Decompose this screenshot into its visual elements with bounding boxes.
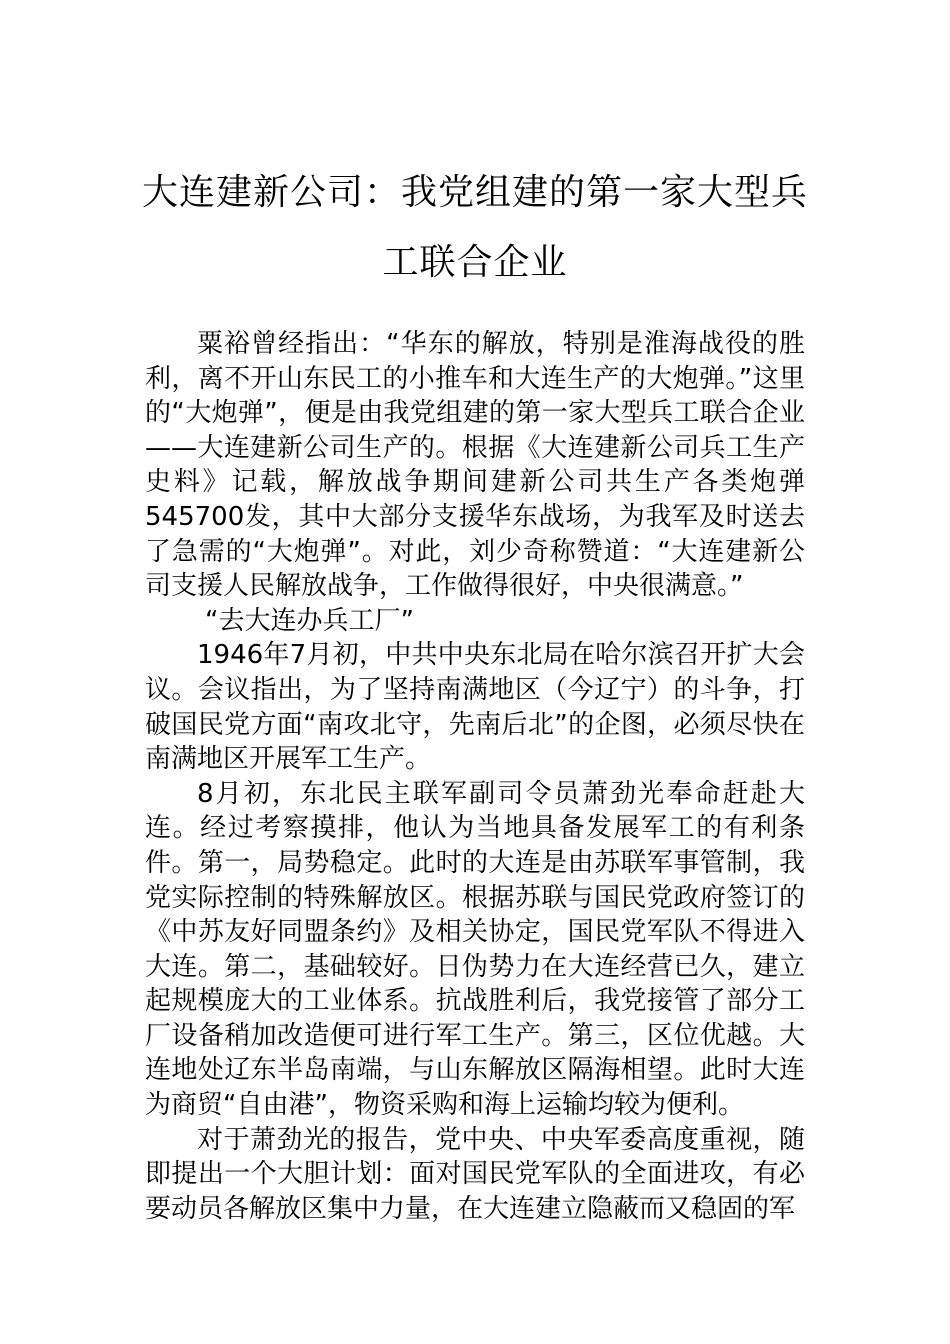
paragraph-conditions: 8月初，东北民主联军副司令员萧劲光奉命赶赴大连。经过考察摸排，他认为当地具备发展军工的有利条件。第一，局势稳定。此时的大连是由苏联军事管制，我党实际控制的特殊解放区。根据苏联与国民党政府签订的《中苏友好同盟条约》及相关协定，国民党军队不得进入大连。第二，基础较好。日伪势力在大连经营已久，建立起规模庞大的工业体系。抗战胜利后，我党接管了部分工厂设备稍加改造便可进行军工生产。第三，区位优越。大连地处辽东半岛南端，与山东解放区隔海相望。此时大连为商贸“自由港”，物资采购和海上运输均较为便利。	[145, 778, 805, 1121]
document-title: 大连建新公司：我党组建的第一家大型兵工联合企业	[141, 172, 808, 283]
paragraph-intro: 粟裕曾经指出：“华东的解放，特别是淮海战役的胜利，离不开山东民工的小推车和大连生产的大炮弹。”这里的“大炮弹”，便是由我党组建的第一家大型兵工联合企业——大连建新公司生产的。根据《大连建新公司兵工生产史料》记载，解放战争期间建新公司共生产各类炮弹545700发，其中大部分支援华东战场，为我军及时送去了急需的“大炮弹”。对此，刘少奇称赞道：“大连建新公司支援人民解放战争，工作做得很好，中央很满意。”	[145, 329, 805, 602]
section-subheading: “去大连办兵工厂”	[205, 605, 414, 636]
paragraph-meeting: 1946年7月初，中共中央东北局在哈尔滨召开扩大会议。会议指出，为了坚持南满地区（今辽宁）的斗争，打破国民党方面“南攻北守，先南后北”的企图，必须尽快在南满地区开展军工生产。	[145, 640, 805, 775]
document-body	[145, 327, 805, 1226]
paragraph-plan: 对于萧劲光的报告，党中央、中央军委高度重视，随即提出一个大胆计划：面对国民党军队的全面进攻，有必要动员各解放区集中力量，在大连建立隐蔽而又稳固的军	[145, 1124, 805, 1224]
